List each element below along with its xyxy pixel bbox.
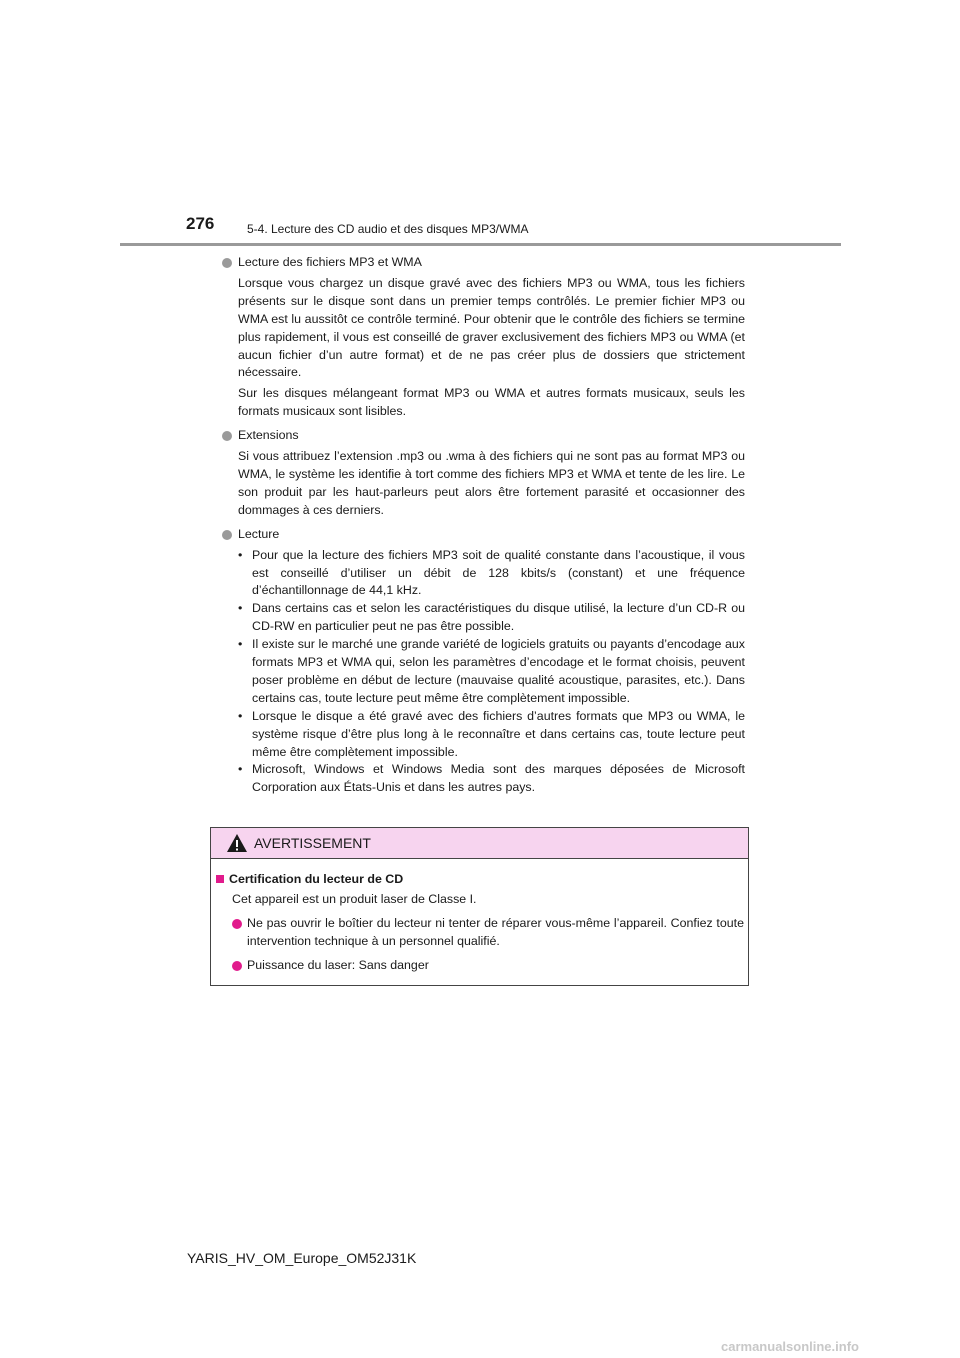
item-heading: Extensions: [222, 427, 745, 445]
item-heading: Lecture des fichiers MP3 et WMA: [222, 254, 745, 272]
list-item: • Microsoft, Windows et Windows Media sont des marques déposées de Microsoft Corporation aux États-Unis et dans les autres pays.: [238, 762, 745, 795]
footer-code: YARIS_HV_OM_Europe_OM52J31K: [187, 1250, 417, 1266]
warning-box: [210, 827, 749, 986]
bullet-dot-icon: [222, 530, 232, 540]
item-mp3-wma: [222, 254, 745, 421]
main-content: [222, 254, 745, 803]
warning-subheading: Certification du lecteur de CD: [215, 871, 748, 889]
warning-body: [211, 859, 748, 975]
paragraph: Si vous attribuez l’extension .mp3 ou .wma à des fichiers qui ne sont pas au format MP3 ou WMA, le système les identifie à tort comme des fichiers MP3 et WMA et tente de les lire. Le son produit par les haut-parleurs peut alors être fortement parasité et occasionner des dommages à ces derniers.: [238, 449, 745, 517]
list-item: • Lorsque le disque a été gravé avec des fichiers d’autres formats que MP3 ou WMA, le système risque d’être plus long à le reconnaître et dans certains cas, toute lecture peut même être complètement impossible.: [238, 708, 745, 759]
warning-item: Ne pas ouvrir le boîtier du lecteur ni tenter de réparer vous-même l’appareil. Confiez toute intervention technique à un personnel qualifié.: [232, 915, 744, 951]
bullet-dot-icon: [222, 258, 232, 268]
paragraph: Lorsque vous chargez un disque gravé avec des fichiers MP3 ou WMA, tous les fichiers présents sur le disque sont dans un premier temps contrôlés. Le premier fichier MP3 ou WMA est lu aussitôt ce contrôle terminé. Pour obtenir que le contrôle des fichiers se termine plus rapidement, il vous est conseillé de graver exclusivement des fichiers MP3 ou WMA (et aucun fichier d’un autre format) et de ne pas créer plus de dossiers que strictement nécessaire.: [238, 275, 745, 380]
square-bullet-icon: [216, 875, 224, 883]
header-rule: [120, 243, 841, 246]
paragraph: Sur les disques mélangeant format MP3 ou WMA et autres formats musicaux, seuls les formats musicaux sont lisibles.: [238, 386, 745, 419]
list-item: • Il existe sur le marché une grande variété de logiciels gratuits ou payants d’encodage aux formats MP3 et WMA qui, selon les paramètres d’encodage et le format choisis, peuvent poser problème en début de lecture (mauvaise qualité acoustique, parasites, etc.). Dans certains cas, toute lecture peut même être complètement impossible.: [238, 637, 745, 705]
warning-header: [211, 828, 748, 859]
bullet-list: [238, 547, 745, 798]
watermark: carmanualsonline.info: [721, 1339, 859, 1354]
list-item: • Dans certains cas et selon les caractéristiques du disque utilisé, la lecture d’un CD-R ou CD-RW en particulier peut ne pas être possible.: [238, 601, 745, 634]
bullet-dot-icon: [232, 961, 242, 971]
bullet-dot-icon: [232, 919, 242, 929]
bullet-dot-icon: [222, 431, 232, 441]
page-number: 276: [186, 214, 215, 233]
warning-item: Puissance du laser: Sans danger: [232, 957, 744, 975]
item-heading: Lecture: [222, 526, 745, 544]
warning-title: AVERTISSEMENT: [254, 835, 371, 851]
warning-triangle-icon: [226, 833, 248, 853]
warning-text: Cet appareil est un produit laser de Classe I.: [232, 891, 477, 906]
item-extensions: [222, 427, 745, 520]
section-title: 5-4. Lecture des CD audio et des disques MP3/WMA: [247, 222, 529, 236]
list-item: • Pour que la lecture des fichiers MP3 soit de qualité constante dans l’acoustique, il vous est conseillé d’utiliser un débit de 128 kbits/s (constant) et une fréquence d’échantillonnage de 44,1 kHz.: [238, 547, 745, 598]
item-lecture: [222, 526, 745, 798]
